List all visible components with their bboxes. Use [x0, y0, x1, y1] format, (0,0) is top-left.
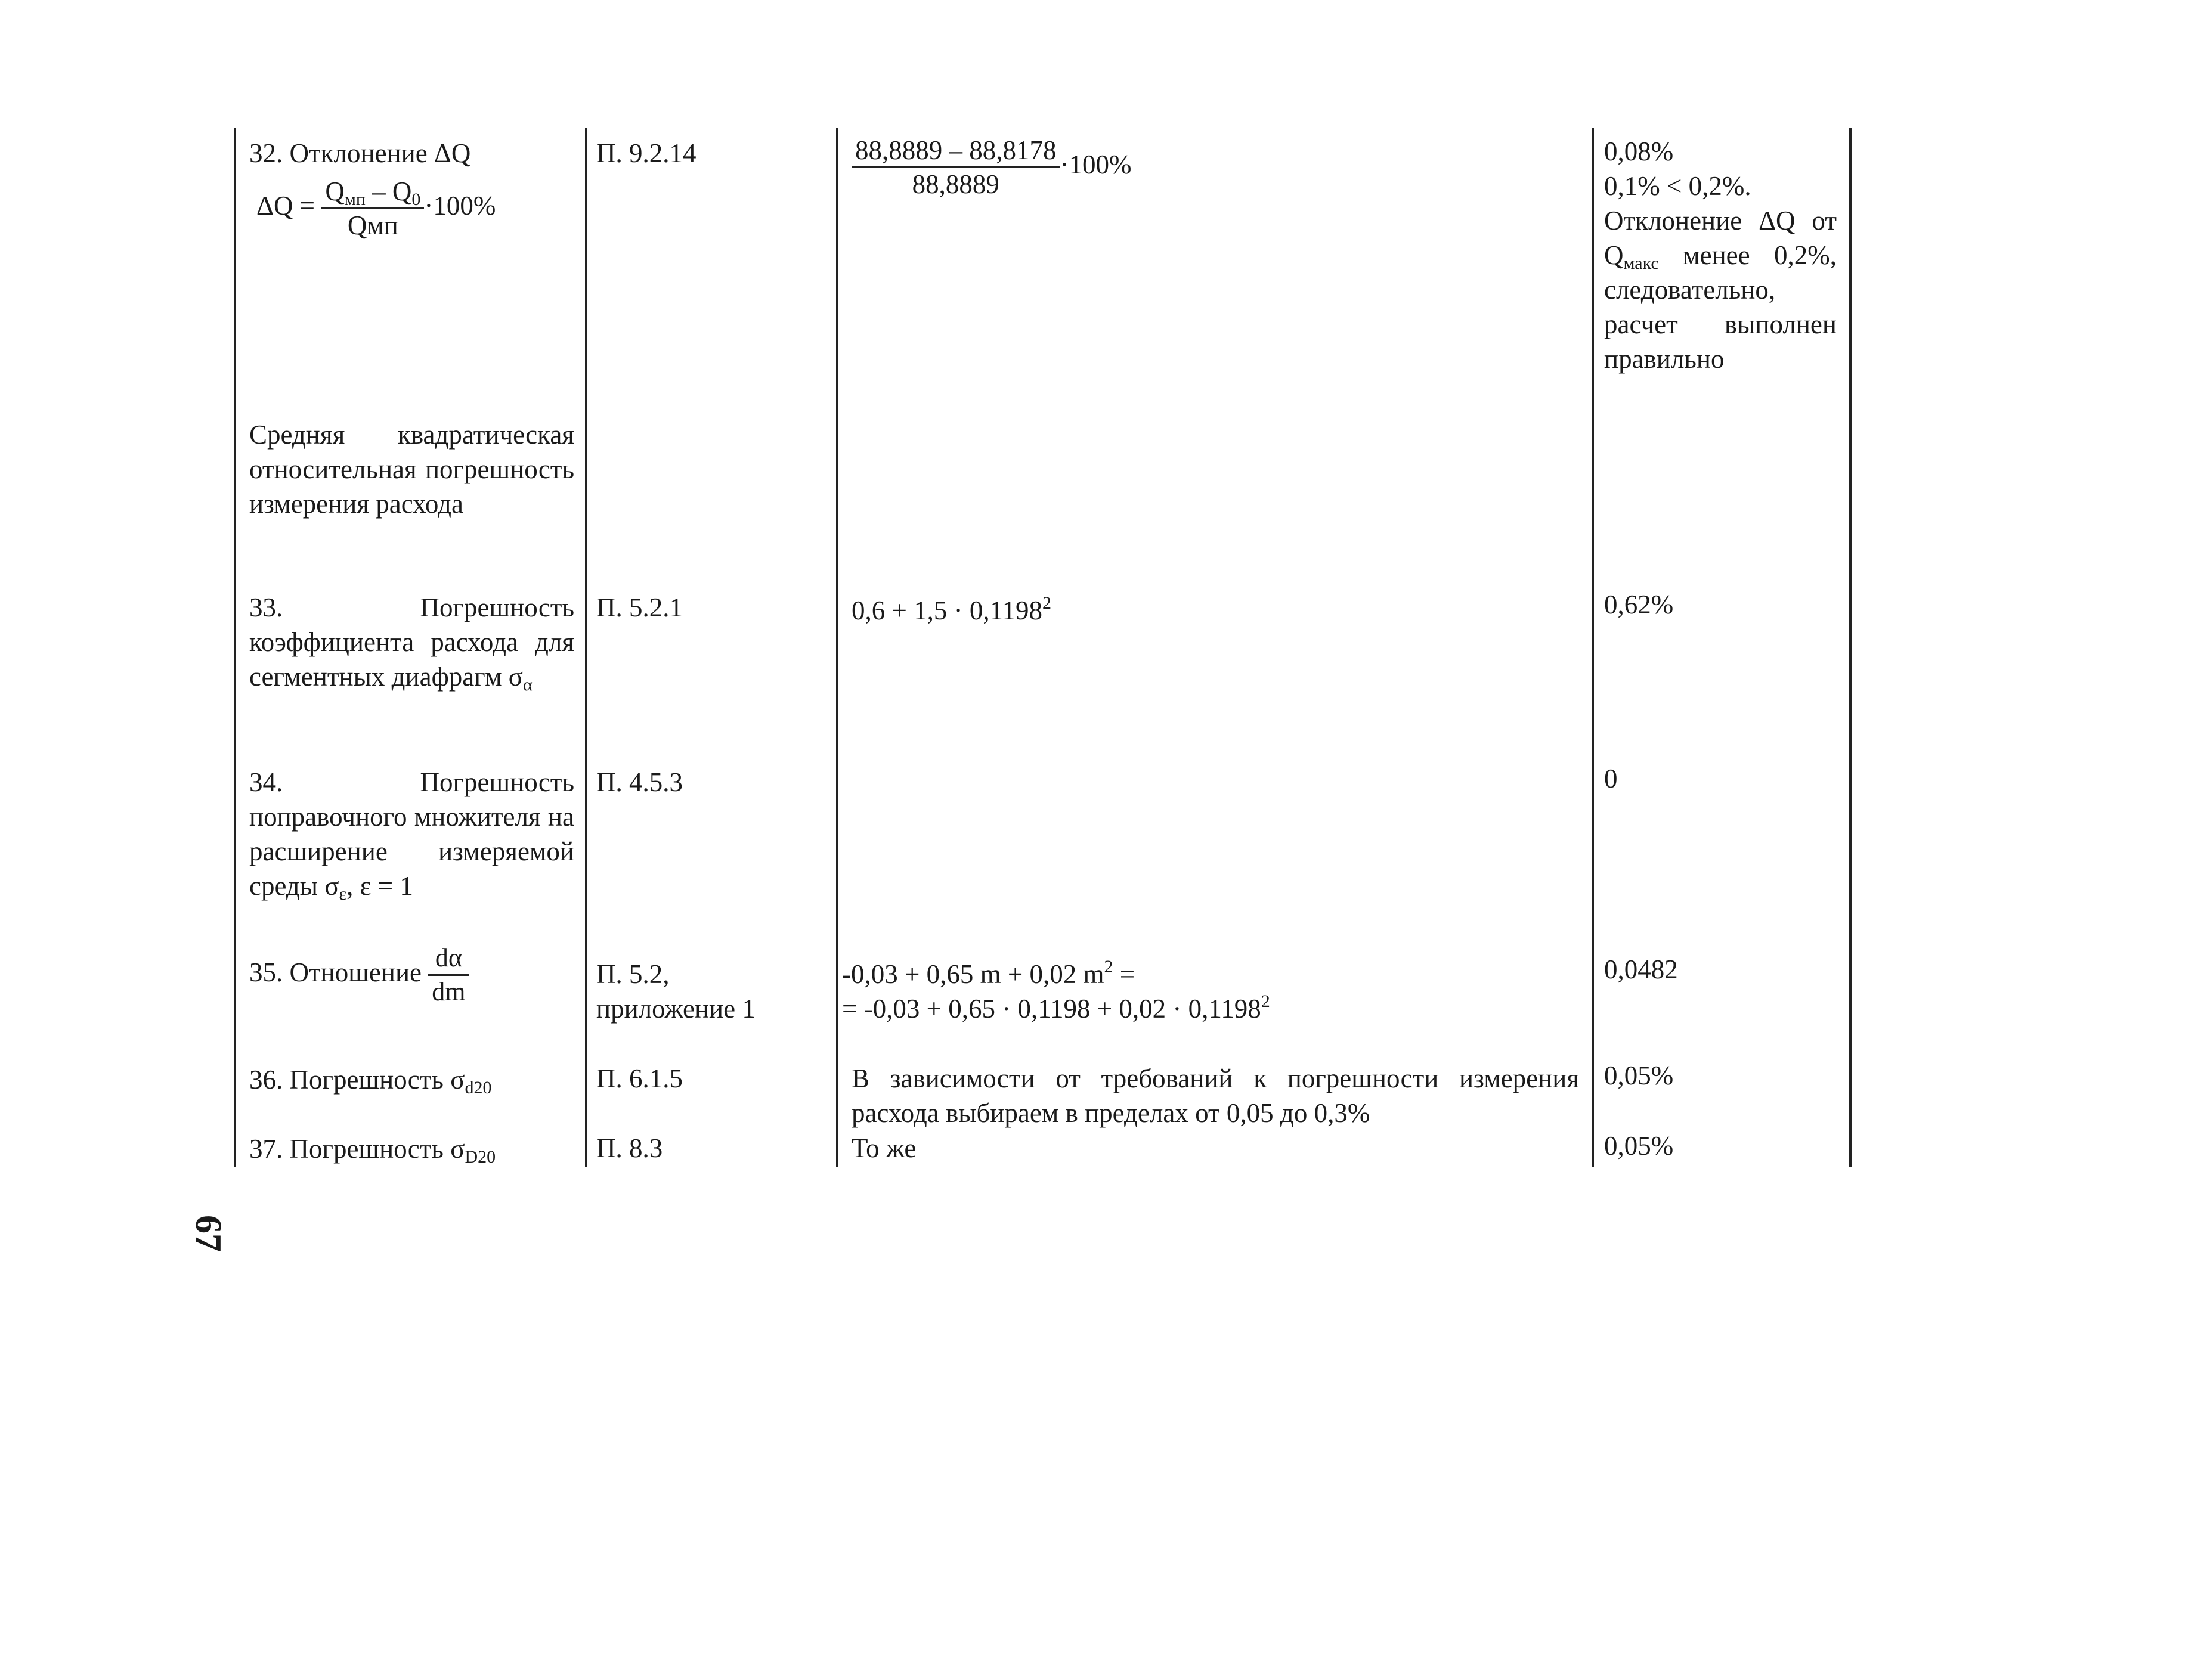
row-35-result: 0,0482 — [1604, 954, 1678, 984]
row-33-result: 0,62% — [1604, 590, 1674, 619]
result-comparison: 0,1% < 0,2%. — [1604, 171, 1751, 201]
row-32-calculation — [852, 134, 1131, 200]
section-heading: Средняя квадратическая относительная погрешность измерения расхода — [249, 420, 574, 519]
ratio-denominator: dm — [432, 977, 466, 1006]
ratio-numerator: dα — [428, 942, 469, 976]
result-conclusion: Отклонение ΔQ от $Q_{макс}$ менее 0,2%, следовательно, расчет выполнен правильно — [1604, 206, 1837, 374]
page-number: 67 — [188, 1215, 228, 1252]
formula-factor: ·100% — [424, 190, 496, 221]
row-32-reference: П. 9.2.14 — [596, 138, 696, 168]
column-divider-1 — [585, 128, 587, 1167]
row-36-title: 36. Погрешность $\sigma_{d20}$ — [249, 1065, 492, 1098]
column-divider-2 — [836, 128, 838, 1167]
row-32-result — [1604, 134, 1837, 376]
row-32-title — [249, 136, 574, 241]
calc-factor: ·100% — [1060, 149, 1132, 179]
row-33-reference: П. 5.2.1 — [596, 593, 683, 622]
row-36-result: 0,05% — [1604, 1061, 1674, 1090]
row-35-calculation: -0,03 + 0,65 m + 0,02 $m^2$ = = $-0,03 + 0,65 \cdot 0,1198 + 0,02 \cdot 0,1198^2$ — [842, 957, 1270, 1024]
row-37-result: 0,05% — [1604, 1131, 1674, 1161]
row-32-formula — [256, 175, 574, 241]
row-33-calculation: $0,6 + 1,5 \cdot 0,1198^2$ — [852, 593, 1051, 625]
row-36-calculation: В зависимости от требований к погрешности измерения расхода выбираем в пределах от 0,05 до 0,3% — [852, 1064, 1579, 1128]
row-37-reference: П. 8.3 — [596, 1133, 663, 1163]
row-37-calculation: То же — [852, 1133, 917, 1163]
row-32-title-text: 32. Отклонение ΔQ — [249, 138, 471, 168]
calc-fraction — [852, 134, 1060, 200]
row-34-reference: П. 4.5.3 — [596, 767, 683, 797]
row-35-title: 35. Отношение $\frac{d\alpha}{dm}$ — [249, 942, 469, 1008]
formula-denominator: Qмп — [347, 210, 398, 240]
row-35-reference: П. 5.2, приложение 1 — [596, 959, 756, 1024]
column-divider-3 — [1592, 128, 1594, 1167]
formula-fraction — [321, 175, 424, 241]
row-33-title: 33. Погрешность коэффициента расхода для сегментных диафрагм $\sigma_\alpha$ — [249, 593, 574, 695]
calc-numerator: 88,8889 – 88,8178 — [852, 134, 1060, 168]
ratio-fraction — [428, 942, 469, 1008]
table-border-right — [1849, 128, 1852, 1167]
row-37-title: 37. Погрешность $\sigma_{D20}$ — [249, 1134, 496, 1167]
row-34-result: 0 — [1604, 764, 1618, 793]
formula-lhs: ΔQ = — [256, 190, 315, 221]
row-34-title: 34. Погрешность поправочного множителя на расширение измеряемой среды $\sigma_\varepsilon$, ε = 1 — [249, 767, 574, 904]
calc-denominator: 88,8889 — [912, 169, 999, 199]
row-36-reference: П. 6.1.5 — [596, 1064, 683, 1093]
formula-numerator: $Q_{мп} - Q_0$ — [321, 175, 424, 209]
result-value: 0,08% — [1604, 137, 1674, 166]
table-border-left — [234, 128, 236, 1167]
